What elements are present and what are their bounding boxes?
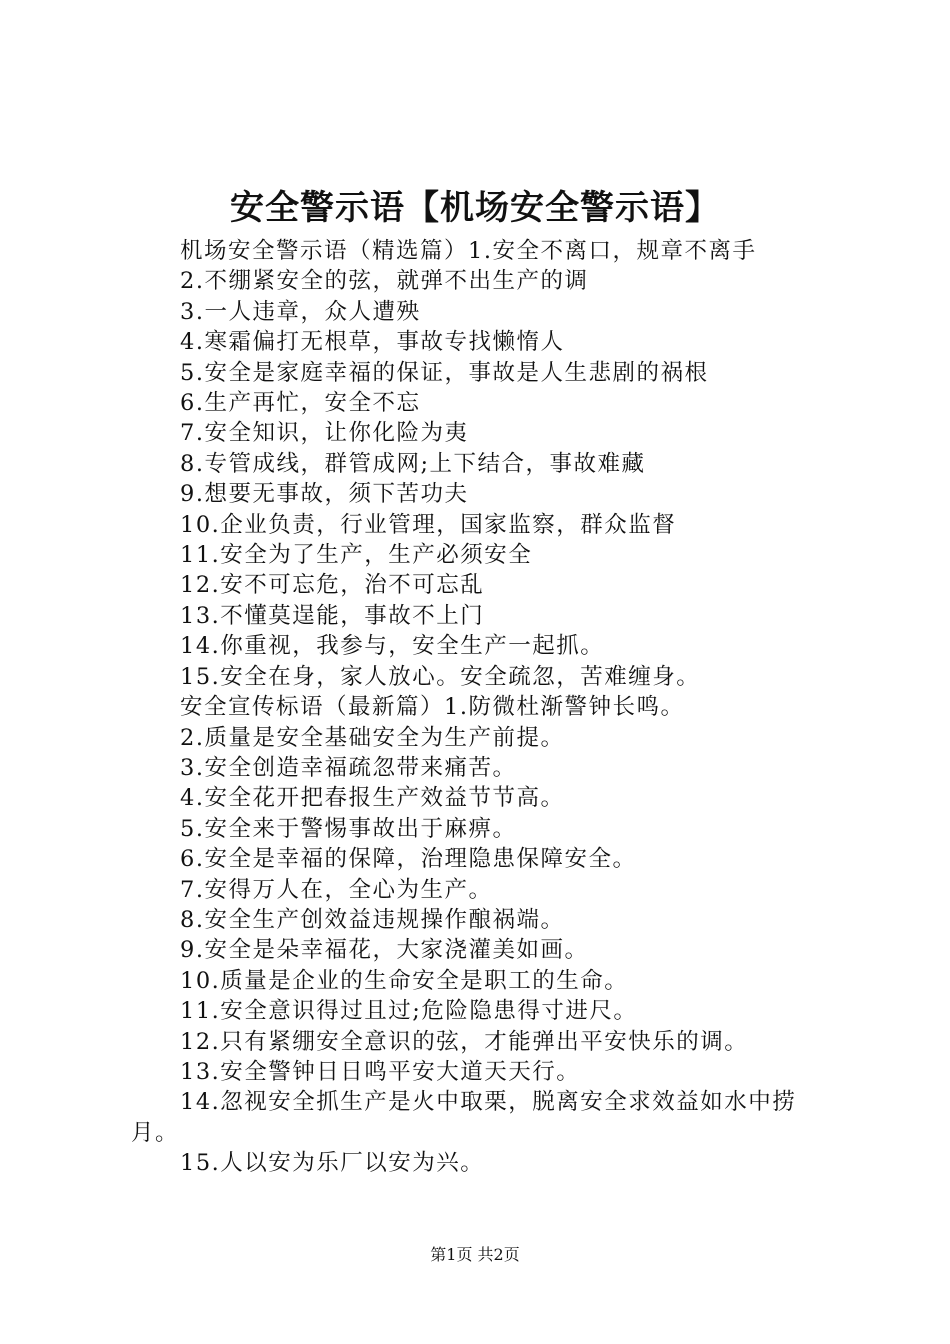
- text-line: 8.专管成线，群管成网;上下结合，事故难藏: [180, 450, 646, 477]
- text-line: 15.人以安为乐厂以安为兴。: [180, 1150, 485, 1177]
- text-line: 13.不懂莫逞能，事故不上门: [180, 602, 485, 629]
- text-line: 8.安全生产创效益违规操作酿祸端。: [180, 906, 565, 933]
- text-line: 5.安全是家庭幸福的保证，事故是人生悲剧的祸根: [180, 359, 709, 386]
- text-line: 3.一人违章，众人遭殃: [180, 298, 421, 325]
- text-line: 3.安全创造幸福疏忽带来痛苦。: [180, 754, 517, 781]
- text-line: 12.安不可忘危，治不可忘乱: [180, 572, 485, 599]
- text-line: 9.想要无事故，须下苦功夫: [180, 481, 469, 508]
- document-body: [131, 236, 831, 1179]
- text-line: 11.安全意识得过且过;危险隐患得寸进尺。: [180, 998, 638, 1025]
- text-line: 6.安全是幸福的保障，治理隐患保障安全。: [180, 846, 637, 873]
- text-line: 14.你重视，我参与，安全生产一起抓。: [180, 633, 605, 660]
- text-line: 10.企业负责，行业管理，国家监察，群众监督: [180, 511, 677, 538]
- text-line: 安全宣传标语（最新篇）1.防微杜渐警钟长鸣。: [180, 694, 685, 721]
- text-line: 2.质量是安全基础安全为生产前提。: [180, 724, 565, 751]
- document-title: 安全警示语【机场安全警示语】: [230, 188, 720, 228]
- text-line: 9.安全是朵幸福花，大家浇灌美如画。: [180, 937, 589, 964]
- text-line: 14.忽视安全抓生产是火中取栗，脱离安全求效益如水中捞月。: [131, 1089, 797, 1146]
- text-line: 12.只有紧绷安全意识的弦，才能弹出平安快乐的调。: [180, 1028, 749, 1055]
- text-line: 4.安全花开把春报生产效益节节高。: [180, 785, 565, 812]
- text-line: 13.安全警钟日日鸣平安大道天天行。: [180, 1058, 581, 1085]
- text-line: 6.生产再忙，安全不忘: [180, 390, 421, 417]
- text-line: 4.寒霜偏打无根草，事故专找懒惰人: [180, 329, 565, 356]
- text-line: 11.安全为了生产，生产必须安全: [180, 542, 533, 569]
- text-line: 10.质量是企业的生命安全是职工的生命。: [180, 967, 629, 994]
- text-line: 机场安全警示语（精选篇）1.安全不离口，规章不离手: [180, 238, 757, 264]
- text-line: 5.安全来于警惕事故出于麻痹。: [180, 815, 517, 842]
- text-line: 7.安全知识，让你化险为夷: [180, 420, 469, 447]
- text-line: 2.不绷紧安全的弦，就弹不出生产的调: [180, 268, 589, 295]
- text-line: 7.安得万人在，全心为生产。: [180, 876, 493, 903]
- page-footer: 第1页 共2页: [430, 1245, 520, 1264]
- text-line: 15.安全在身，家人放心。安全疏忽，苦难缠身。: [180, 663, 701, 690]
